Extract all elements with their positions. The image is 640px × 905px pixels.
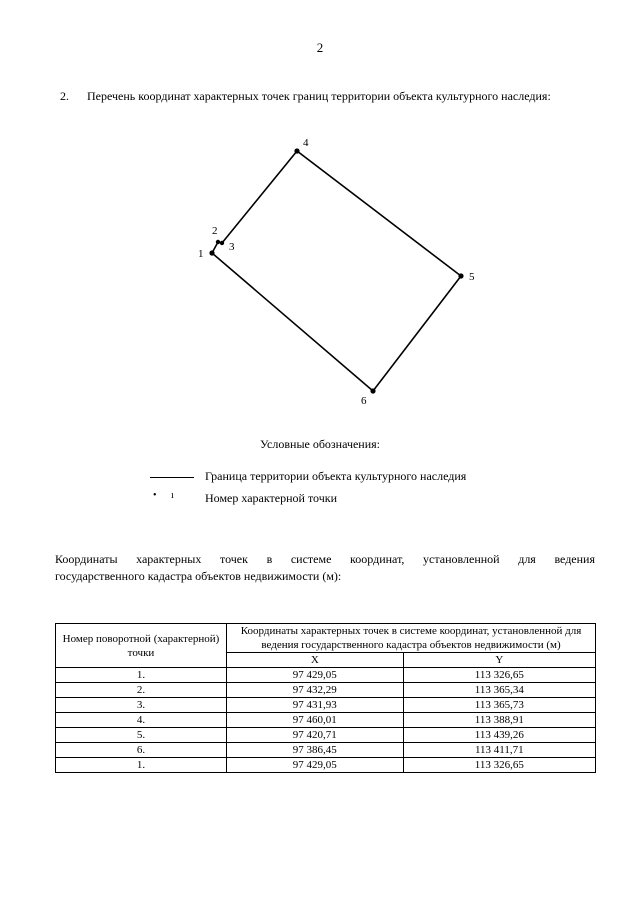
cell-y: 113 365,34 [403,683,595,698]
table-row [56,743,596,758]
cell-number: 1. [56,668,227,683]
cell-x: 97 431,93 [227,698,404,713]
cell-x: 97 429,05 [227,668,404,683]
cell-x: 97 432,29 [227,683,404,698]
table-header-row [56,624,596,653]
cell-number: 1. [56,758,227,773]
point-marker-5 [458,273,463,278]
cell-y: 113 326,65 [403,668,595,683]
cell-x: 97 420,71 [227,728,404,743]
coordinates-table [55,623,596,773]
cell-y: 113 326,65 [403,758,595,773]
table-row [56,713,596,728]
cell-y: 113 439,26 [403,728,595,743]
point-label-3: 3 [229,241,235,253]
point-marker-6 [370,388,375,393]
point-label-2: 2 [212,225,218,237]
section-number: 2. [60,89,69,103]
legend-boundary-line-icon [150,477,194,478]
cell-number: 3. [56,698,227,713]
point-marker-2 [216,240,220,244]
cell-number: 2. [56,683,227,698]
header-x: X [227,653,404,668]
point-marker-3 [220,241,224,245]
header-coordinates: Координаты характерных точек в системе координат, установленной для ведения государственного кадастра объектов недвижимости (м) [227,624,596,653]
legend-point-marker-icon: • ı [153,490,180,501]
coordinates-intro [55,551,595,585]
point-label-4: 4 [303,137,309,149]
point-label-5: 5 [469,271,475,283]
intro-line-1: Координаты характерных точек в системе координат, установленной для ведения [55,552,595,566]
cell-x: 97 460,01 [227,713,404,728]
table-row [56,728,596,743]
header-point-number: Номер поворотной (характерной) точки [56,624,227,668]
legend-point-label: Номер характерной точки [205,491,337,505]
legend-boundary-label: Граница территории объекта культурного наследия [205,469,467,483]
cell-x: 97 429,05 [227,758,404,773]
point-label-1: 1 [198,248,204,260]
table-row [56,683,596,698]
section-title: Перечень координат характерных точек границ территории объекта культурного наследия: [87,89,551,103]
intro-line-2: государственного кадастра объектов недвижимости (м): [55,569,342,583]
page-number: 2 [316,40,324,55]
header-y: Y [403,653,595,668]
boundary-polygon [212,151,461,391]
cell-number: 5. [56,728,227,743]
point-marker-4 [294,148,299,153]
cell-number: 6. [56,743,227,758]
cell-x: 97 386,45 [227,743,404,758]
table-row [56,698,596,713]
legend-title: Условные обозначения: [259,437,381,451]
cell-y: 113 365,73 [403,698,595,713]
point-label-6: 6 [361,395,367,407]
table-row [56,668,596,683]
cell-y: 113 411,71 [403,743,595,758]
table-row [56,758,596,773]
cell-number: 4. [56,713,227,728]
point-marker-1 [209,250,214,255]
cell-y: 113 388,91 [403,713,595,728]
